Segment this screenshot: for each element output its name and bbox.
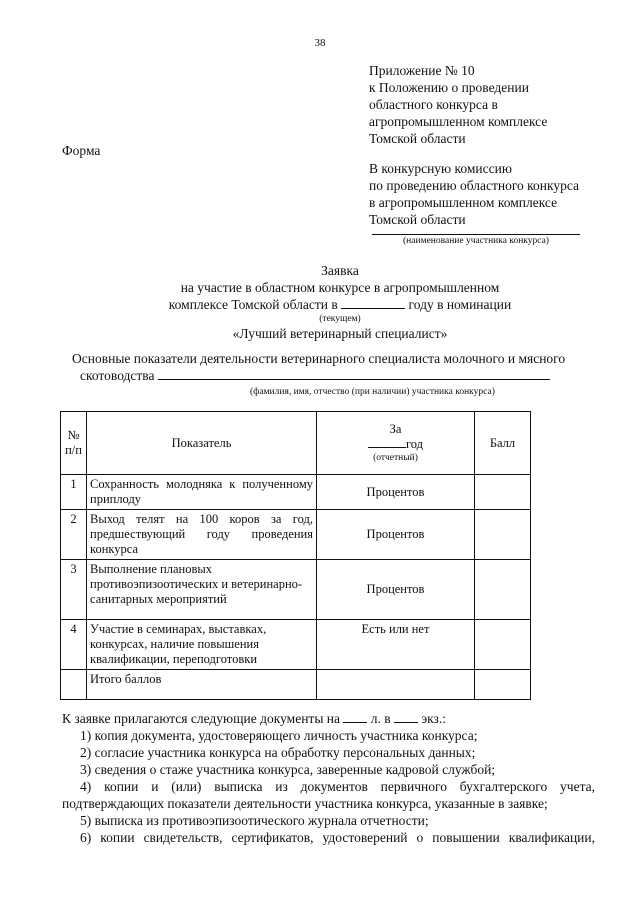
addressee-block (369, 160, 579, 228)
table-row (61, 560, 531, 620)
table-row (61, 510, 531, 560)
row-num: 1 (61, 475, 87, 510)
row-unit: Процентов (317, 475, 475, 510)
document-item: 1) копия документа, удостоверяющего личность участника конкурса; (80, 728, 478, 743)
row-num: 3 (61, 560, 87, 620)
copies-blank[interactable] (394, 711, 418, 723)
year-blank[interactable] (341, 297, 405, 309)
form-label: Форма (62, 143, 101, 158)
row-unit: Есть или нет (317, 620, 475, 670)
addressee-line: в агропромышленном комплексе (369, 195, 558, 210)
documents-intro (62, 710, 595, 727)
header-indicator: Показатель (87, 412, 317, 475)
header-period-note: (отчетный) (373, 453, 418, 463)
appendix-header (369, 62, 547, 147)
indicators-line-text: скотоводства (80, 368, 155, 383)
title-heading: Заявка (321, 263, 359, 278)
header-period-top: За (389, 422, 402, 436)
addressee-line: Томской области (369, 212, 466, 227)
indicators-line (62, 367, 602, 384)
total-label: Итого баллов (87, 670, 317, 700)
attached-documents (62, 710, 595, 846)
row-num: 4 (61, 620, 87, 670)
table-row (61, 475, 531, 510)
document-item: 4) копии и (или) выписка из документов первичного бухгалтерского учета, (80, 779, 595, 794)
fio-blank[interactable] (158, 367, 550, 380)
addressee-line: В конкурсную комиссию (369, 161, 512, 176)
current-note: (текущем) (319, 314, 361, 324)
row-unit: Процентов (317, 510, 475, 560)
header-num: № п/п (61, 412, 87, 475)
title-line (80, 296, 600, 313)
application-title (80, 262, 600, 342)
document-item-continued: подтверждающих показатели деятельности участника конкурса, указанные в заявке; (62, 796, 548, 811)
appendix-line: областного конкурса в (369, 97, 498, 112)
row-score[interactable] (475, 620, 531, 670)
appendix-line: Томской области (369, 131, 466, 146)
header-period (317, 412, 475, 475)
total-score[interactable] (475, 670, 531, 700)
indicators-table (60, 411, 531, 700)
appendix-line: к Положению о проведении (369, 80, 529, 95)
appendix-line: Приложение № 10 (369, 63, 475, 78)
table-header-row (61, 412, 531, 475)
document-item: 2) согласие участника конкурса на обработку персональных данных; (80, 745, 476, 760)
title-line-pre: комплексе Томской области в (168, 297, 338, 312)
indicators-line: Основные показатели деятельности ветеринарного специалиста молочного и мясного (72, 351, 566, 366)
fio-caption: (фамилия, имя, отчество (при наличии) участника конкурса) (250, 387, 495, 397)
header-period-year: год (405, 437, 424, 451)
total-num (61, 670, 87, 700)
indicators-intro (62, 350, 602, 384)
row-indicator: Участие в семинарах, выставках, конкурсах, наличие повышения квалификации, переподготовки (87, 620, 317, 670)
document-item: 5) выписка из противоэпизоотического журнала отчетности; (80, 813, 429, 828)
sheets-blank[interactable] (343, 711, 367, 723)
row-num: 2 (61, 510, 87, 560)
total-value[interactable] (317, 670, 475, 700)
addressee-line: по проведению областного конкурса (369, 178, 580, 193)
row-score[interactable] (475, 560, 531, 620)
nomination: «Лучший ветеринарный специалист» (232, 326, 448, 341)
table-total-row (61, 670, 531, 700)
row-score[interactable] (475, 510, 531, 560)
participant-name-caption: (наименование участника конкурса) (403, 236, 549, 246)
row-indicator: Сохранность молодняка к полученному приплоду (87, 475, 317, 510)
title-line: на участие в областном конкурсе в агропромышленном (180, 280, 500, 295)
period-year-blank[interactable] (368, 437, 406, 448)
row-score[interactable] (475, 475, 531, 510)
participant-name-line[interactable] (372, 234, 580, 235)
header-period-year-line (320, 437, 471, 452)
page-number: 38 (314, 37, 326, 49)
documents-intro-post: экз.: (421, 711, 447, 726)
appendix-line: агропромышленном комплексе (369, 114, 548, 129)
header-score: Балл (475, 412, 531, 475)
document-item: 3) сведения о стаже участника конкурса, заверенные кадровой службой; (80, 762, 496, 777)
document-item: 6) копии свидетельств, сертификатов, удостоверений о повышении квалификации, (80, 830, 595, 845)
title-line-post: году в номинации (408, 297, 512, 312)
documents-intro-pre: К заявке прилагаются следующие документы на (62, 711, 340, 726)
row-indicator: Выполнение плановых противоэпизоотических и ветеринарно-санитарных мероприятий (87, 560, 317, 620)
row-unit: Процентов (317, 560, 475, 620)
documents-intro-mid: л. в (370, 711, 391, 726)
table-row (61, 620, 531, 670)
row-indicator: Выход телят на 100 коров за год, предшествующий году проведения конкурса (87, 510, 317, 560)
